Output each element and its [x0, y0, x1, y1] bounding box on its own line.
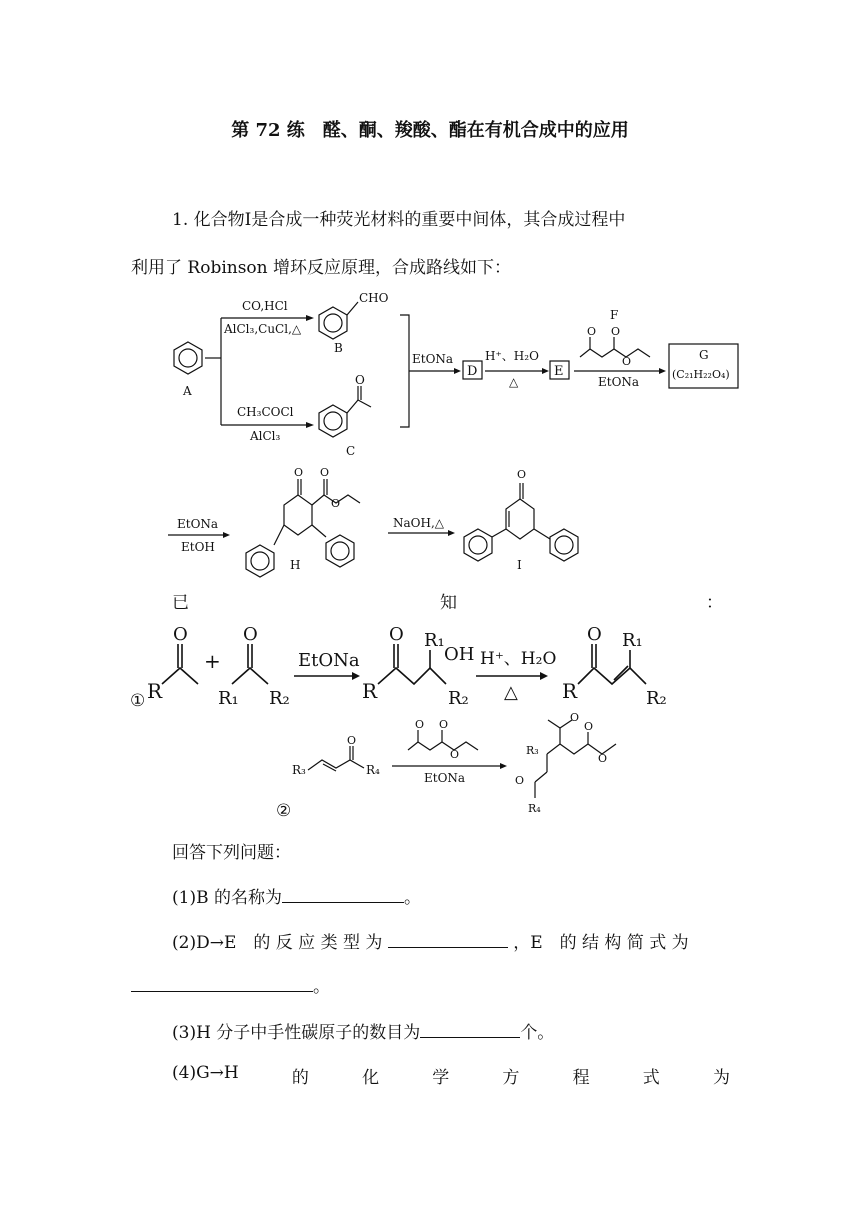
eq1-etona: EtONa — [298, 650, 360, 671]
svg-text:O: O — [611, 325, 621, 338]
svg-text:O: O — [439, 718, 449, 731]
box-g-label: G — [699, 348, 709, 362]
reagent-etona-2: EtONa — [598, 375, 640, 389]
svg-text:O: O — [450, 748, 460, 761]
svg-text:O: O — [587, 624, 602, 645]
eq2-marker: ② — [276, 801, 292, 821]
q2-text: (2)D→E 的 反 应 类 型 为 — [172, 933, 383, 953]
benzene-a — [174, 342, 202, 374]
q2-mid: ，E 的 结 构 简 式 为 — [513, 933, 689, 953]
q4-part: 化 — [362, 1068, 380, 1088]
eq1-plus: + — [204, 649, 221, 673]
q2-answer-blank-1[interactable] — [388, 929, 508, 948]
label-c: C — [346, 444, 356, 458]
reagent-hplus: H⁺、H₂O — [485, 349, 539, 363]
question-intro-line2: 利用了 Robinson 增环反应原理，合成路线如下： — [131, 258, 512, 278]
svg-text:O: O — [517, 468, 527, 481]
benzaldehyde-b — [319, 302, 358, 339]
questions-prompt: 回答下列问题： — [172, 843, 291, 863]
svg-text:O: O — [622, 355, 632, 368]
eq1-r2: R₂ — [269, 688, 290, 709]
known-reaction-1 — [0, 618, 860, 718]
svg-text:R₂: R₂ — [448, 688, 469, 709]
delta-1: △ — [509, 375, 519, 389]
svg-text:O: O — [320, 466, 330, 479]
q4-part: 为 — [712, 1068, 730, 1088]
svg-text:O: O — [389, 624, 404, 645]
label-i: I — [517, 558, 522, 572]
svg-text:R₁: R₁ — [622, 630, 643, 651]
eq2-r4: R₄ — [366, 763, 380, 777]
question-2 — [172, 928, 689, 953]
reagent-etoh: EtOH — [181, 540, 215, 554]
synthesis-scheme-top — [0, 285, 860, 460]
acetophenone-c — [319, 386, 371, 437]
svg-text:O: O — [598, 752, 608, 765]
known-heading-mid: 知 — [440, 593, 457, 613]
q4-part: (4)G→H — [172, 1063, 239, 1083]
q4-part: 学 — [432, 1068, 450, 1088]
synthesis-scheme-bottom — [0, 455, 860, 580]
q4-part: 方 — [502, 1068, 520, 1088]
eq1-delta: △ — [504, 682, 518, 703]
known-heading-right: ： — [706, 593, 723, 613]
compound-h-structure — [246, 479, 360, 577]
box-e: E — [554, 364, 564, 379]
label-h: H — [290, 558, 301, 572]
eq1-marker: ① — [130, 691, 146, 711]
eq1-r1: R₁ — [218, 688, 239, 709]
question-intro-line1: 1. 化合物Ⅰ是合成一种荧光材料的重要中间体，其合成过程中 — [172, 210, 626, 230]
reagent-b-bottom: AlCl₃,CuCl,△ — [224, 322, 302, 336]
reagent-naoh: NaOH,△ — [393, 516, 444, 530]
svg-text:O: O — [587, 325, 597, 338]
label-f: F — [610, 308, 619, 322]
svg-text:R₃: R₃ — [526, 744, 539, 757]
q2-answer-blank-2[interactable] — [131, 973, 313, 992]
svg-text:O: O — [515, 774, 525, 787]
label-a: A — [183, 384, 192, 398]
svg-text:O: O — [331, 497, 341, 510]
q4-part: 程 — [572, 1068, 590, 1088]
q2-end: 。 — [313, 977, 330, 997]
known-heading-left: 已 — [172, 593, 189, 613]
q4-part: 的 — [291, 1068, 309, 1088]
reagent-f-structure — [580, 337, 650, 357]
reagent-etona: EtONa — [412, 352, 454, 366]
svg-text:R: R — [562, 679, 578, 703]
svg-text:R₄: R₄ — [528, 802, 541, 815]
svg-text:O: O — [243, 624, 258, 645]
q1-answer-blank[interactable] — [282, 884, 404, 903]
svg-text:R: R — [362, 679, 378, 703]
cho-label: CHO — [359, 291, 389, 305]
question-4 — [172, 1063, 730, 1088]
reagent-c-top: CH₃COCl — [237, 405, 294, 419]
svg-text:R₂: R₂ — [646, 688, 667, 709]
eq1-oh: OH — [444, 644, 475, 665]
q3-text: (3)H 分子中手性碳原子的数目为 — [172, 1023, 421, 1043]
reagent-etona-3: EtONa — [177, 517, 219, 531]
svg-text:O: O — [347, 734, 357, 747]
eq1-r: R — [147, 679, 163, 703]
known-reaction-2 — [0, 712, 860, 824]
reagent-b-top: CO,HCl — [242, 299, 288, 313]
question-3 — [172, 1018, 554, 1043]
svg-text:O: O — [584, 720, 594, 733]
svg-text:O: O — [173, 624, 188, 645]
eq2-r3: R₃ — [292, 763, 306, 777]
svg-text:O: O — [294, 466, 304, 479]
q1-end: 。 — [403, 888, 421, 908]
page-title: 第 72 练 醛、酮、羧酸、酯在有机合成中的应用 — [231, 120, 629, 141]
c-oxygen: O — [355, 373, 365, 387]
svg-text:O: O — [415, 718, 425, 731]
question-1 — [172, 883, 421, 908]
compound-i-structure — [464, 483, 578, 561]
label-b: B — [334, 341, 343, 355]
svg-text:O: O — [570, 711, 580, 724]
reagent-c-bottom: AlCl₃ — [250, 429, 281, 443]
q3-answer-blank[interactable] — [420, 1019, 520, 1038]
question-2-line2 — [131, 972, 330, 997]
q3-end: 个。 — [520, 1023, 555, 1043]
q1-text: (1)B 的名称为 — [172, 888, 282, 908]
box-g-formula: (C₂₁H₂₂O₄) — [672, 368, 730, 381]
eq1-hplus: H⁺、H₂O — [480, 649, 557, 669]
eq2-etona: EtONa — [424, 771, 466, 785]
q4-part: 式 — [642, 1068, 660, 1088]
box-d: D — [467, 364, 478, 379]
svg-text:R₁: R₁ — [424, 630, 445, 651]
